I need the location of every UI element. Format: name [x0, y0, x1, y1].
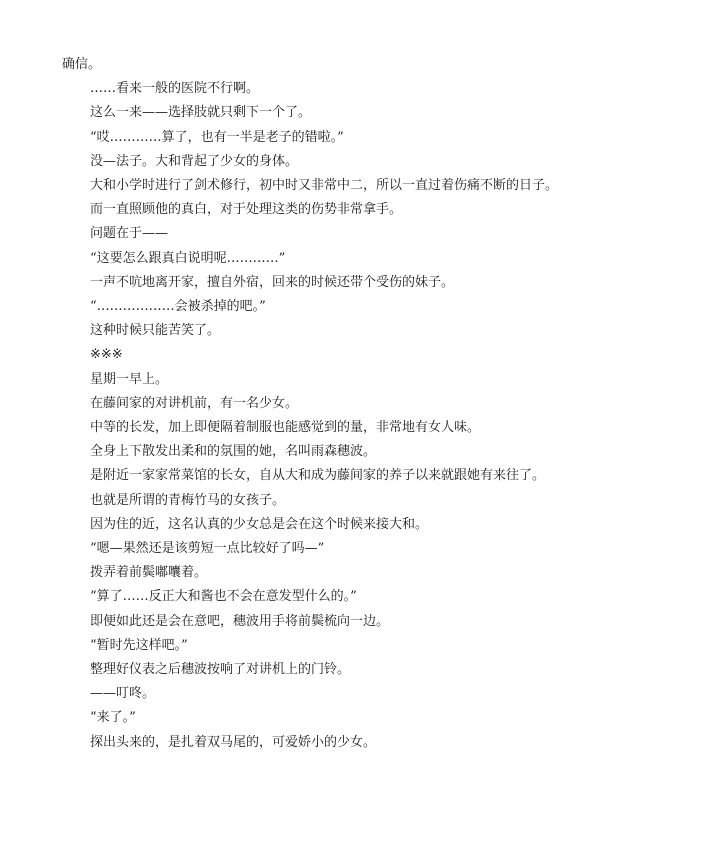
- paragraph: 星期一早上。: [90, 371, 169, 387]
- paragraph: 而一直照顾他的真白，对于处理这类的伤势非常拿手。: [90, 202, 403, 218]
- paragraph: 在藤间家的对讲机前，有一名少女。: [90, 395, 299, 411]
- paragraph: 这么一来——选择肢就只剩下一个了。: [90, 105, 312, 121]
- paragraph: ……看来一般的医院不行啊。: [90, 81, 260, 97]
- paragraph: “算了……反正大和酱也不会在意发型什么的。”: [90, 589, 357, 605]
- paragraph: 这种时候只能苦笑了。: [90, 323, 221, 339]
- paragraph: 确信。: [62, 57, 102, 72]
- paragraph: “嗯—果然还是该剪短一点比较好了吗—”: [90, 541, 325, 557]
- paragraph: 因为住的近，这名认真的少女总是会在这个时候来接大和。: [90, 516, 429, 532]
- paragraph: 中等的长发，加上即便隔着制服也能感觉到的量，非常地有女人味。: [90, 420, 481, 436]
- paragraph: 整理好仪表之后穗波按响了对讲机上的门铃。: [90, 662, 351, 678]
- paragraph: 拨弄着前鬓嘟囔着。: [90, 565, 208, 581]
- paragraph: “哎…………算了，也有一半是老子的错啦。”: [90, 129, 344, 145]
- paragraph: 即便如此还是会在意吧，穗波用手将前鬓梳向一边。: [90, 613, 390, 629]
- section-divider: ※※※: [90, 347, 123, 363]
- paragraph: 一声不吭地离开家，擅自外宿，回来的时候还带个受伤的妹子。: [90, 274, 455, 290]
- paragraph: 也就是所谓的青梅竹马的女孩子。: [90, 492, 286, 508]
- paragraph: 问题在于——: [90, 226, 169, 242]
- paragraph: 没—法子。大和背起了少女的身体。: [90, 153, 299, 169]
- paragraph: “来了。”: [90, 710, 136, 726]
- paragraph: “………………会被杀掉的吧。”: [90, 299, 266, 315]
- paragraph: 是附近一家家常菜馆的长女，自从大和成为藤间家的养子以来就跟她有来往了。: [90, 468, 546, 484]
- paragraph: “暂时先这样吧。”: [90, 637, 188, 653]
- paragraph: 全身上下散发出柔和的氛围的她，名叫雨森穗波。: [90, 444, 377, 460]
- paragraph: 大和小学时进行了剑术修行，初中时又非常中二，所以一直过着伤痛不断的日子。: [90, 178, 559, 194]
- paragraph: ——叮咚。: [90, 686, 156, 702]
- paragraph: “这要怎么跟真白说明呢…………”: [90, 250, 286, 266]
- paragraph: 探出头来的，是扎着双马尾的，可爱娇小的少女。: [90, 734, 377, 750]
